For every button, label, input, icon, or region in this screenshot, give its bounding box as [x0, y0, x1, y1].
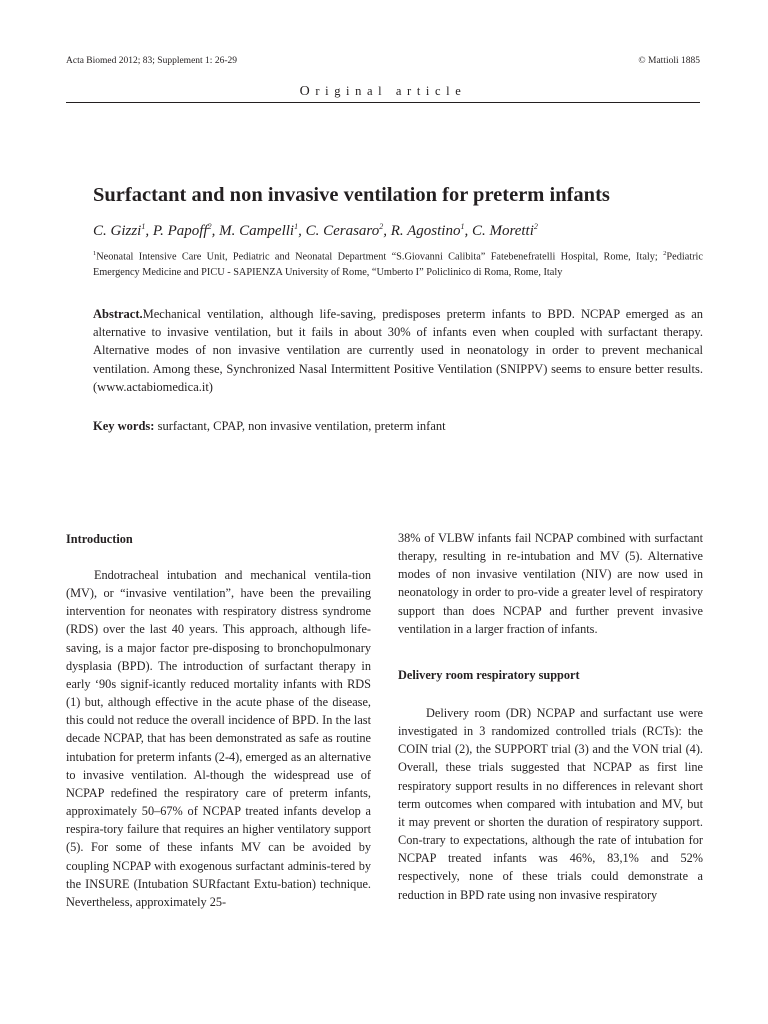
publisher-copyright: © Mattioli 1885 — [638, 56, 700, 66]
author — [153, 223, 212, 239]
author — [472, 223, 538, 239]
journal-citation — [66, 56, 237, 66]
author-name: C. Cerasaro — [305, 223, 380, 239]
author-affiliation-mark: 1 — [141, 222, 146, 231]
abstract — [93, 305, 703, 396]
abstract-label: Abstract. — [93, 307, 143, 321]
article-title: Surfactant and non invasive ventilation for preterm infants — [93, 184, 610, 206]
introduction-paragraph: Endotracheal intubation and mechanical ventila-tion (MV), or “invasive ventilation”, have been the prevailing intervention for neonates with respiratory distress syndrome (RDS) over the last 40 years. This approach, although life-saving, is a major factor pre-disposing to bronchopulmonary dysplasia (BPD). The introduction of surfactant therapy in early ‘90s signif-icantly reduced mortality infants with RDS (1) but, although effective in the acute phase of the disease, this could not reduce the overall incidence of BPD. In the last decade NCPAP, that has been demonstrated as safe as routine intubation for preterm infants (2-4), emerged as an alternative to invasive ventilation. Al-though the widespread use of NCPAP redefined the respiratory care of preterm infants, approximately 50–67% of NCPAP treated infants develop a respira-tory failure that requires an higher ventilatory support (5). For some of these infants MV can be avoided by coupling NCPAP with exogenous surfactant adminis-tered by the INSURE (Intubation SURfactant Extu-bation) technique. Nevertheless, approximately 25- — [66, 568, 371, 909]
author-affiliation-mark: 2 — [379, 222, 384, 231]
abstract-text: Mechanical ventilation, although life-saving, predisposes preterm infants to BPD. NCPAP emerged as an alternative to invasive ventilation, but it fails in about 30% of infants even when coupled with surfactant therapy. Alternative modes of non invasive ventilation are currently used in neonatology in order to prevent mechanical ventilation. Among these, Synchronized Nasal Intermittent Positive Ventilation (SNIPPV) seems to ensure better results. (www.actabiomedica.it) — [93, 307, 703, 394]
author-list: C. Gizzi$^1$, P. Papoff$^2$, M. Campelli$^1$, C. Cerasaro$^2$, R. Agostino$^1$, C. Moretti$^2$ — [93, 222, 538, 239]
introduction-continued-paragraph: 38% of VLBW infants fail NCPAP combined with surfactant therapy, resulting in re-intubation and MV (5). Alternative modes of non invasive ventilation (NIV) are now used in neonatology in order to pro-vide a greater level of respiratory support than does NCPAP and further prevent invasive ventilation in a larger fraction of infants. — [398, 531, 703, 636]
affiliation-mark: 2 — [663, 250, 667, 257]
left-column — [66, 530, 371, 911]
author-name: C. Gizzi — [93, 223, 142, 239]
author-affiliation-mark: 2 — [533, 222, 538, 231]
affiliation-text: Neonatal Intensive Care Unit, Pediatric and Neonatal Department “S.Giovanni Calibita” Fatebenefratelli Hospital, Rome, Italy; — [96, 251, 664, 263]
author — [306, 223, 384, 239]
keywords — [93, 417, 703, 435]
author-name: M. Campelli — [219, 223, 295, 239]
delivery-room-heading: Delivery room respiratory support — [398, 667, 580, 682]
right-column — [398, 529, 703, 904]
author-name: C. Moretti — [471, 223, 534, 239]
keywords-text: surfactant, CPAP, non invasive ventilation, preterm infant — [154, 419, 446, 433]
journal-name: Acta Biomed — [66, 56, 117, 66]
keywords-label: Key words: — [93, 419, 155, 433]
affiliation-mark: 1 — [93, 250, 97, 257]
section-label-text: Original article — [299, 84, 467, 99]
author-affiliation-mark: 1 — [460, 222, 465, 231]
author-affiliation-mark: 2 — [207, 222, 212, 231]
author-name: R. Agostino — [390, 223, 461, 239]
author-affiliation-mark: 1 — [294, 222, 299, 231]
author-name: P. Papoff — [152, 223, 208, 239]
affiliations — [93, 246, 703, 280]
affiliation-text: Pediatric Emergency Medicine and PICU - SAPIENZA University of Rome, “Umberto I” Policlinico di Roma, Rome, Italy — [93, 251, 703, 278]
author — [219, 223, 298, 239]
header-rule — [66, 102, 700, 103]
author — [93, 223, 145, 239]
delivery-room-paragraph: Delivery room (DR) NCPAP and surfactant use were investigated in 3 randomized controlled trials (RCTs): the COIN trial (2), the SUPPORT trial (3) and the VON trial (4). Overall, these trials suggested that NCPAP as first line respiratory support results in no differences in relevant short term outcomes when compared with intubation and MV, but it may prevent or shorten the duration of respiratory support. Con-trary to expectations, although the rate of intubation for NCPAP treated infants was 46%, 83,1% and 52% respectively, none of these trials could demonstrate a reduction in BPD rate using non invasive respiratory — [398, 705, 703, 902]
section-label — [66, 84, 700, 100]
citation-details: 2012; 83; Supplement 1: 26-29 — [116, 56, 237, 66]
running-head — [66, 56, 700, 66]
introduction-heading: Introduction — [66, 532, 133, 546]
author — [391, 223, 465, 239]
